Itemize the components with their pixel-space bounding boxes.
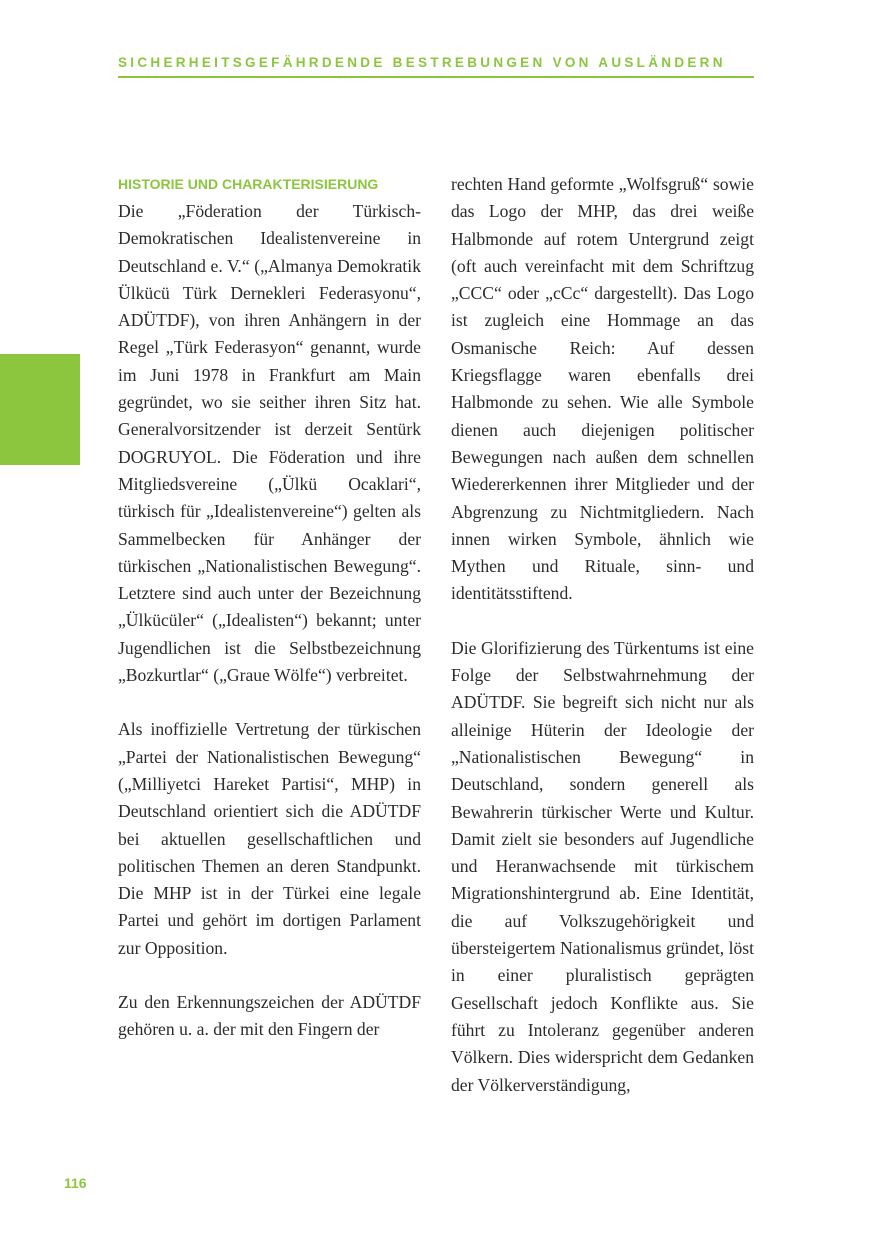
right-paragraph-2: Die Glorifizierung des Türkentums ist eine Folge der Selbstwahrnehmung der ADÜTDF. Sie begreift sich nicht nur als alleinige Hüterin der Ideologie der „Nationalistischen Bewegung“ in Deutschland, sondern generell als Bewahrerin türkischer Werte und Kultur. Damit zielt sie besonders auf Jugendliche und Heranwachsende mit türkischem Migrationshintergrund ab. Eine Identität, die auf Volkszugehörigkeit und übersteigertem Nationalismus gründet, löst in einer pluralistisch geprägten Gesellschaft jedoch Konflikte aus. Sie führt zu Intoleranz gegenüber anderen Völkern. Dies widerspricht dem Gedanken der Völkerverständigung, <box>451 637 754 1095</box>
page-number: 116 <box>64 1175 87 1191</box>
running-head: SICHERHEITSGEFÄHRDENDE BESTREBUNGEN VON AUSLÄNDERN <box>118 55 726 70</box>
left-paragraph-3: Zu den Erkennungszeichen der ADÜTDF gehören u. a. der mit den Fingern der <box>118 992 421 1040</box>
right-paragraph-1: rechten Hand geformte „Wolfsgruß“ sowie das Logo der MHP, das drei weiße Halbmonde auf rotem Untergrund zeigt (oft auch vereinfacht mit dem Schriftzug „CCC“ oder „cCc“ dargestellt). Das Logo ist zugleich eine Hommage an das Osmanische Reich: Auf dessen Kriegsflagge waren ebenfalls drei Halbmonde zu sehen. Wie alle Symbole dienen auch diejenigen politischer Bewegungen nach außen dem schnellen Wiedererkennen ihrer Mitglieder und der Abgrenzung zu Nichtmitgliedern. Nach innen wirken Symbole, ähnlich wie Mythen und Rituale, sinn- und identitätsstiftend. <box>451 174 754 604</box>
header-rule <box>118 76 754 78</box>
right-column <box>451 171 754 1126</box>
section-heading: HISTORIE UND CHARAKTERISIERUNG <box>118 176 379 192</box>
left-paragraph-1: Die „Föderation der Türkisch-Demokratischen Idealistenvereine in Deutschland e. V.“ („Almanya Demokratik Ülkücü Türk Dernekleri Federasyonu“, ADÜTDF), von ihren Anhängern in der Regel „Türk Federasyon“ genannt, wurde im Juni 1978 in Frankfurt am Main gegründet, wo sie seither ihren Sitz hat. Generalvorsitzender ist derzeit Sentürk DOGRUYOL. Die Föderation und ihre Mitgliedsvereine („Ülkü Ocaklari“, türkisch für „Idealistenvereine“) gelten als Sammelbecken für Anhänger der türkischen „Nationalistischen Bewegung“. Letztere sind auch unter der Bezeichnung „Ülkücüler“ („Idealisten“) bekannt; unter Jugendlichen ist die Selbstbezeichnung „Bozkurtlar“ („Graue Wölfe“) verbreitet. <box>118 201 421 686</box>
left-paragraph-2: Als inoffizielle Vertretung der türkischen „Partei der Nationalistischen Bewegung“ („Milliyetci Hareket Partisi“, MHP) in Deutschland orientiert sich die ADÜTDF bei aktuellen gesellschaftlichen und politischen Themen an deren Standpunkt. Die MHP ist in der Türkei eine legale Partei und gehört im dortigen Parlament zur Opposition. <box>118 719 421 958</box>
left-column <box>118 171 421 1071</box>
chapter-side-tab <box>0 354 80 465</box>
